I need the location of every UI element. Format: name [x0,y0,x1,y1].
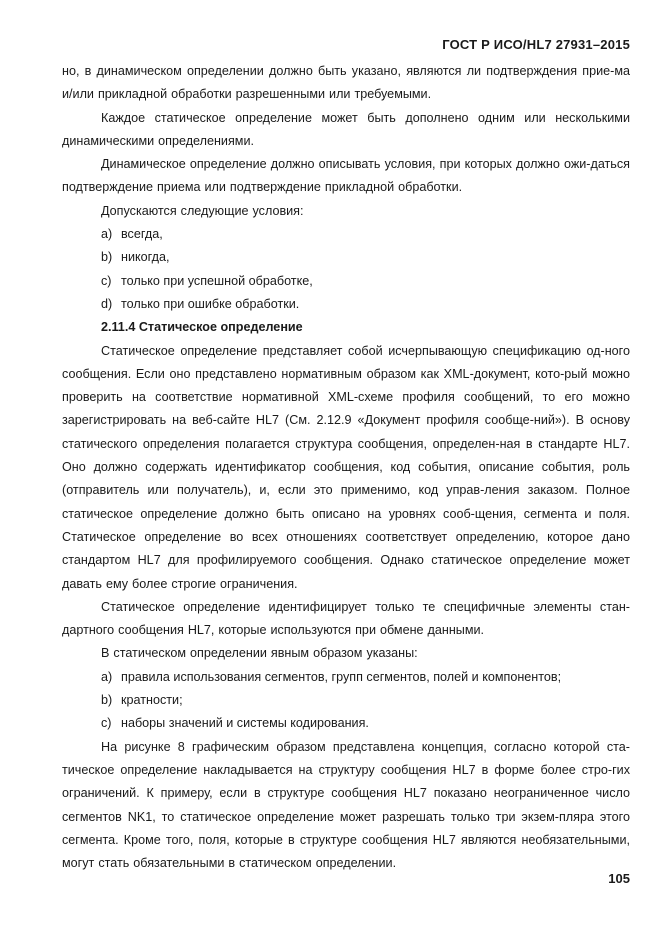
list-marker: d) [101,296,113,311]
paragraph: Динамическое определение должно описывать условия, при которых должно ожи-даться подтверждение приема или подтверждение прикладной обработки. [62,157,630,195]
paragraph: Статическое определение представляет собой исчерпывающую спецификацию од-ного сообщения. Если оно представлено нормативным образом как XML-документ, кото-рый можно проверить на соответствие нормативной XML-схеме профиля сообщений, то его можно зарегистрировать на веб-сайте HL7 (См. 2.12.9 «Документ профиля сообще-ний»). В основу статического определения полагается структура сообщения, определен-ная в стандарте HL7. Оно должно содержать идентификатор сообщения, код события, описание события, роль (отправитель или получатель), и, если это применимо, код управ-ления заказом. Полное статическое определение должно быть описано на уровнях сооб-щения, сегмента и поля. Статическое определение во всех отношениях соответствует определению, которое дано стандартом HL7 для профилируемого сообщения. Однако статическое определение может давать ему более строгие ограничения. [62,343,630,591]
paragraph: На рисунке 8 графическим образом представлена концепция, согласно которой ста-тическое определение накладывается на структуру сообщения HL7 в форме более стро-гих ограничений. К примеру, если в структуре сообщения HL7 показано неограниченное число сегментов NK1, то статическое определение может разрешать только три экзем-пляра этого сегмента. Кроме того, поля, которые в структуре сообщения HL7 являются необязательными, могут стать обязательными в статическом определении. [62,739,630,871]
list-item-text: только при ошибке обработки. [121,296,300,311]
list-item-text: никогда, [121,250,170,265]
list-marker: a) [101,669,113,684]
paragraph: В статическом определении явным образом указаны: [101,646,418,661]
paragraph: Каждое статическое определение может быть дополнено одним или несколькими динамическими определениями. [62,110,630,148]
list-item [62,712,630,735]
section-heading: 2.11.4 Статическое определение [101,320,303,335]
list-item-text: только при успешной обработке, [121,273,313,288]
paragraph: Статическое определение идентифицирует только те специфичные элементы стан-дартного сообщения HL7, которые используются при обмене данными. [62,599,630,638]
list-item [62,223,630,246]
document-body [62,60,630,875]
list-item [62,270,630,293]
list-item-text: всегда, [121,227,163,242]
list-marker: a) [101,227,113,242]
list-marker: b) [101,250,113,265]
document-header: ГОСТ Р ИСО/HL7 27931–2015 [442,37,630,52]
list-marker: c) [101,273,112,288]
paragraph: Допускаются следующие условия: [101,203,304,218]
list-item [62,689,630,712]
list-item [62,246,630,269]
list-marker: b) [101,693,113,708]
list-item [62,666,630,689]
list-item-text: правила использования сегментов, групп сегментов, полей и компонентов; [121,669,562,684]
paragraph: но, в динамическом определении должно быть указано, являются ли подтверждения прие-ма и/или прикладной обработки разрешенными или требуемыми. [62,64,630,102]
list-item [62,293,630,316]
list-item-text: кратности; [121,693,183,708]
list-marker: c) [101,716,112,731]
page-number: 105 [608,871,630,886]
list-item-text: наборы значений и системы кодирования. [121,716,369,731]
